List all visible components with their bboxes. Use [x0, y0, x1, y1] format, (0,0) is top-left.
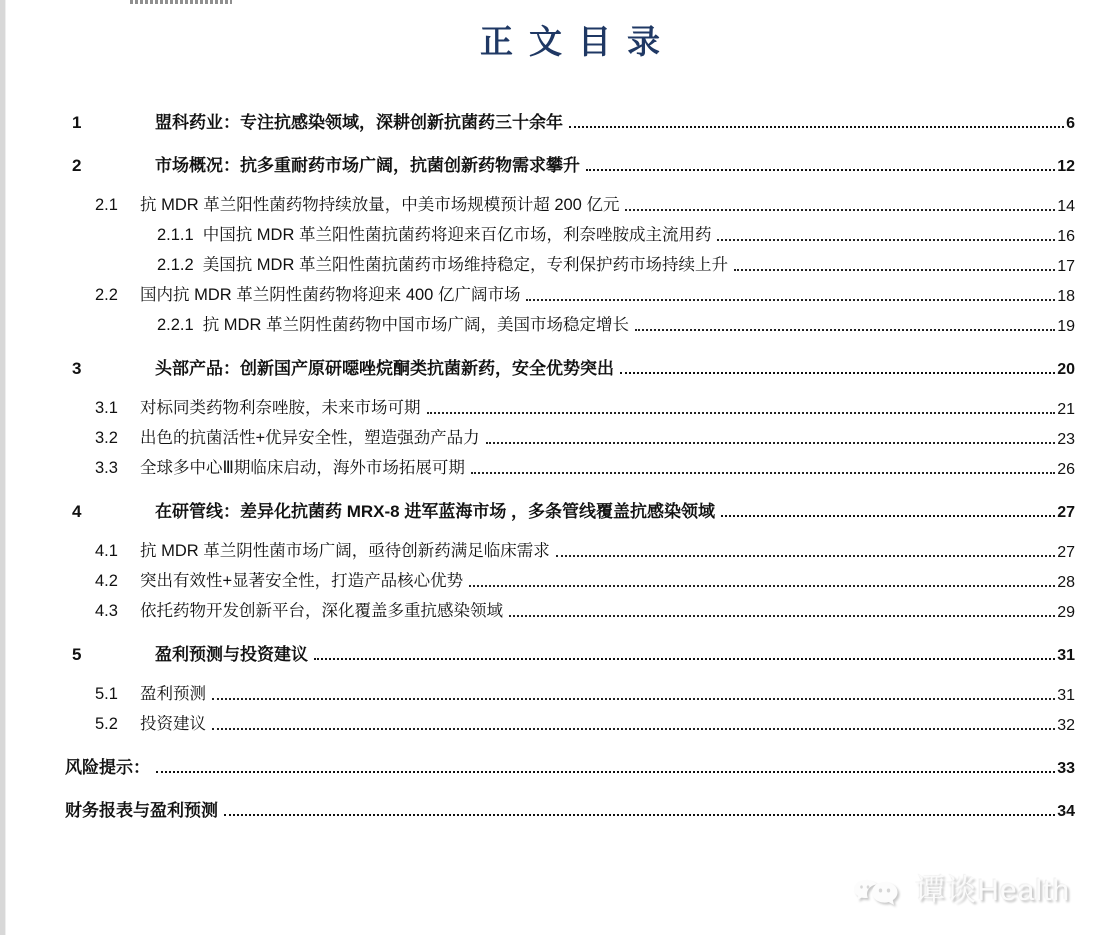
toc-page-number: 27: [1057, 543, 1075, 561]
toc-page-number: 32: [1057, 716, 1075, 734]
toc-page-number: 29: [1057, 603, 1075, 621]
toc-entry-label: 盟科药业：专注抗感染领域，深耕创新抗菌药三十余年: [155, 112, 563, 132]
toc-leader-dots: [717, 239, 1055, 241]
toc-leader-dots: [212, 698, 1055, 700]
toc-entry[interactable]: [65, 103, 1075, 133]
toc-entry-label: 美国抗 MDR 革兰阳性菌抗菌药市场维持稳定，专利保护药市场持续上升: [202, 256, 728, 275]
toc-page-number: 23: [1057, 430, 1075, 448]
toc-entry-number: 2: [72, 155, 82, 175]
toc-leader-dots: [509, 615, 1055, 617]
toc-leader-dots: [625, 209, 1055, 211]
toc-entry-label: 对标同类药物利奈唑胺，未来市场可期: [140, 399, 421, 418]
toc-entry-label: 抗 MDR 革兰阴性菌市场广阔，亟待创新药满足临床需求: [140, 542, 550, 561]
toc-entry-label: 抗 MDR 革兰阴性菌药物中国市场广阔，美国市场稳定增长: [202, 316, 629, 335]
toc-entry-label: 盈利预测: [140, 685, 206, 704]
toc-leader-dots: [224, 814, 1055, 816]
toc-entry-label: 头部产品：创新国产原研噁唑烷酮类抗菌新药，安全优势突出: [155, 358, 614, 378]
toc-entry-number: 5.1: [95, 685, 118, 704]
toc-entry[interactable]: [65, 306, 1075, 336]
toc-page-number: 27: [1057, 503, 1075, 521]
watermark: [853, 865, 1070, 909]
toc-entry-label: 出色的抗菌活性+优异安全性，塑造强劲产品力: [140, 429, 480, 448]
toc-entry-number: 2.1.1: [157, 226, 194, 245]
toc-entry-number: 4.3: [95, 602, 118, 621]
toc-page-number: 31: [1057, 646, 1075, 664]
toc-entry-number: 3.2: [95, 429, 118, 448]
toc-page-number: 28: [1057, 573, 1075, 591]
left-edge-strip: [0, 0, 6, 935]
toc-entry-number: 1: [72, 112, 82, 132]
toc-entry-number: 5.2: [95, 715, 118, 734]
toc-entry-label: 国内抗 MDR 革兰阴性菌药物将迎来 400 亿广阔市场: [140, 286, 521, 305]
toc-entry[interactable]: [65, 389, 1075, 419]
toc-entry[interactable]: [65, 146, 1075, 176]
toc-entry[interactable]: [65, 349, 1075, 379]
toc-leader-dots: [314, 658, 1055, 660]
toc-leader-dots: [556, 555, 1055, 557]
toc-entry-number: 3.1: [95, 399, 118, 418]
toc-entry-number: 4.2: [95, 572, 118, 591]
toc-page-number: 21: [1057, 400, 1075, 418]
toc-entry[interactable]: [65, 449, 1075, 479]
toc-page-number: 16: [1057, 227, 1075, 245]
toc-entry[interactable]: [65, 276, 1075, 306]
toc-page-number: 12: [1057, 157, 1075, 175]
toc-entry-number: 4: [72, 501, 82, 521]
toc-page-number: 26: [1057, 460, 1075, 478]
toc-leader-dots: [586, 169, 1055, 171]
toc-entry-label: 风险提示：: [65, 757, 150, 777]
toc-entry[interactable]: [65, 562, 1075, 592]
toc-entry[interactable]: [65, 532, 1075, 562]
toc-entry-number: 4.1: [95, 542, 118, 561]
toc-leader-dots: [526, 299, 1055, 301]
toc-entry[interactable]: [65, 246, 1075, 276]
toc-leader-dots: [734, 269, 1055, 271]
toc-entry[interactable]: [65, 592, 1075, 622]
toc-entry-number: 3: [72, 358, 82, 378]
toc-leader-dots: [569, 126, 1064, 128]
page-title: 正文目录: [480, 25, 676, 61]
toc-page-number: 14: [1057, 197, 1075, 215]
toc-entry[interactable]: [65, 791, 1075, 821]
toc-entry[interactable]: [65, 419, 1075, 449]
toc-page-number: 17: [1057, 257, 1075, 275]
toc-page: [65, 0, 1075, 821]
toc-entry-label: 全球多中心Ⅲ期临床启动，海外市场拓展可期: [140, 459, 465, 478]
toc-leader-dots: [427, 412, 1056, 414]
toc-page-number: 6: [1066, 114, 1075, 132]
toc-page-number: 18: [1057, 287, 1075, 305]
toc-entry[interactable]: [65, 705, 1075, 735]
toc-page-number: 33: [1057, 759, 1075, 777]
toc-entry[interactable]: [65, 186, 1075, 216]
toc-entry-number: 3.3: [95, 459, 118, 478]
toc-entry-number: 2.2: [95, 286, 118, 305]
watermark-label: 谭谈Health: [915, 874, 1070, 907]
toc-page-number: 34: [1057, 802, 1075, 820]
toc-entry-number: 5: [72, 644, 82, 664]
toc-entry-label: 财务报表与盈利预测: [65, 800, 218, 820]
toc-leader-dots: [620, 372, 1055, 374]
toc-entry-label: 投资建议: [140, 715, 206, 734]
toc-leader-dots: [212, 728, 1055, 730]
toc-list: [65, 103, 1075, 821]
toc-entry[interactable]: [65, 675, 1075, 705]
toc-leader-dots: [471, 472, 1055, 474]
toc-entry[interactable]: [65, 216, 1075, 246]
toc-leader-dots: [635, 329, 1055, 331]
toc-leader-dots: [721, 515, 1055, 517]
toc-entry-label: 在研管线：差异化抗菌药 MRX-8 进军蓝海市场 ，多条管线覆盖抗感染领域: [155, 501, 716, 521]
toc-entry-label: 抗 MDR 革兰阳性菌药物持续放量，中美市场规模预计超 200 亿元: [140, 196, 620, 215]
toc-entry-label: 突出有效性+显著安全性，打造产品核心优势: [140, 572, 464, 591]
toc-entry-label: 市场概况：抗多重耐药市场广阔，抗菌创新药物需求攀升: [155, 155, 580, 175]
toc-entry-label: 中国抗 MDR 革兰阳性菌抗菌药将迎来百亿市场，利奈唑胺成主流用药: [202, 226, 712, 245]
toc-leader-dots: [156, 771, 1055, 773]
toc-entry-number: 2.1: [95, 196, 118, 215]
toc-entry[interactable]: [65, 492, 1075, 522]
toc-page-number: 20: [1057, 360, 1075, 378]
wechat-bubbles-icon: [853, 866, 905, 908]
toc-leader-dots: [469, 585, 1055, 587]
toc-entry-number: 2.2.1: [157, 316, 194, 335]
toc-entry-number: 2.1.2: [157, 256, 194, 275]
toc-leader-dots: [486, 442, 1056, 444]
toc-entry[interactable]: [65, 635, 1075, 665]
toc-page-number: 31: [1057, 686, 1075, 704]
toc-entry-label: 依托药物开发创新平台，深化覆盖多重抗感染领域: [140, 602, 503, 621]
toc-entry[interactable]: [65, 748, 1075, 778]
toc-entry-label: 盈利预测与投资建议: [155, 644, 308, 664]
toc-page-number: 19: [1057, 317, 1075, 335]
